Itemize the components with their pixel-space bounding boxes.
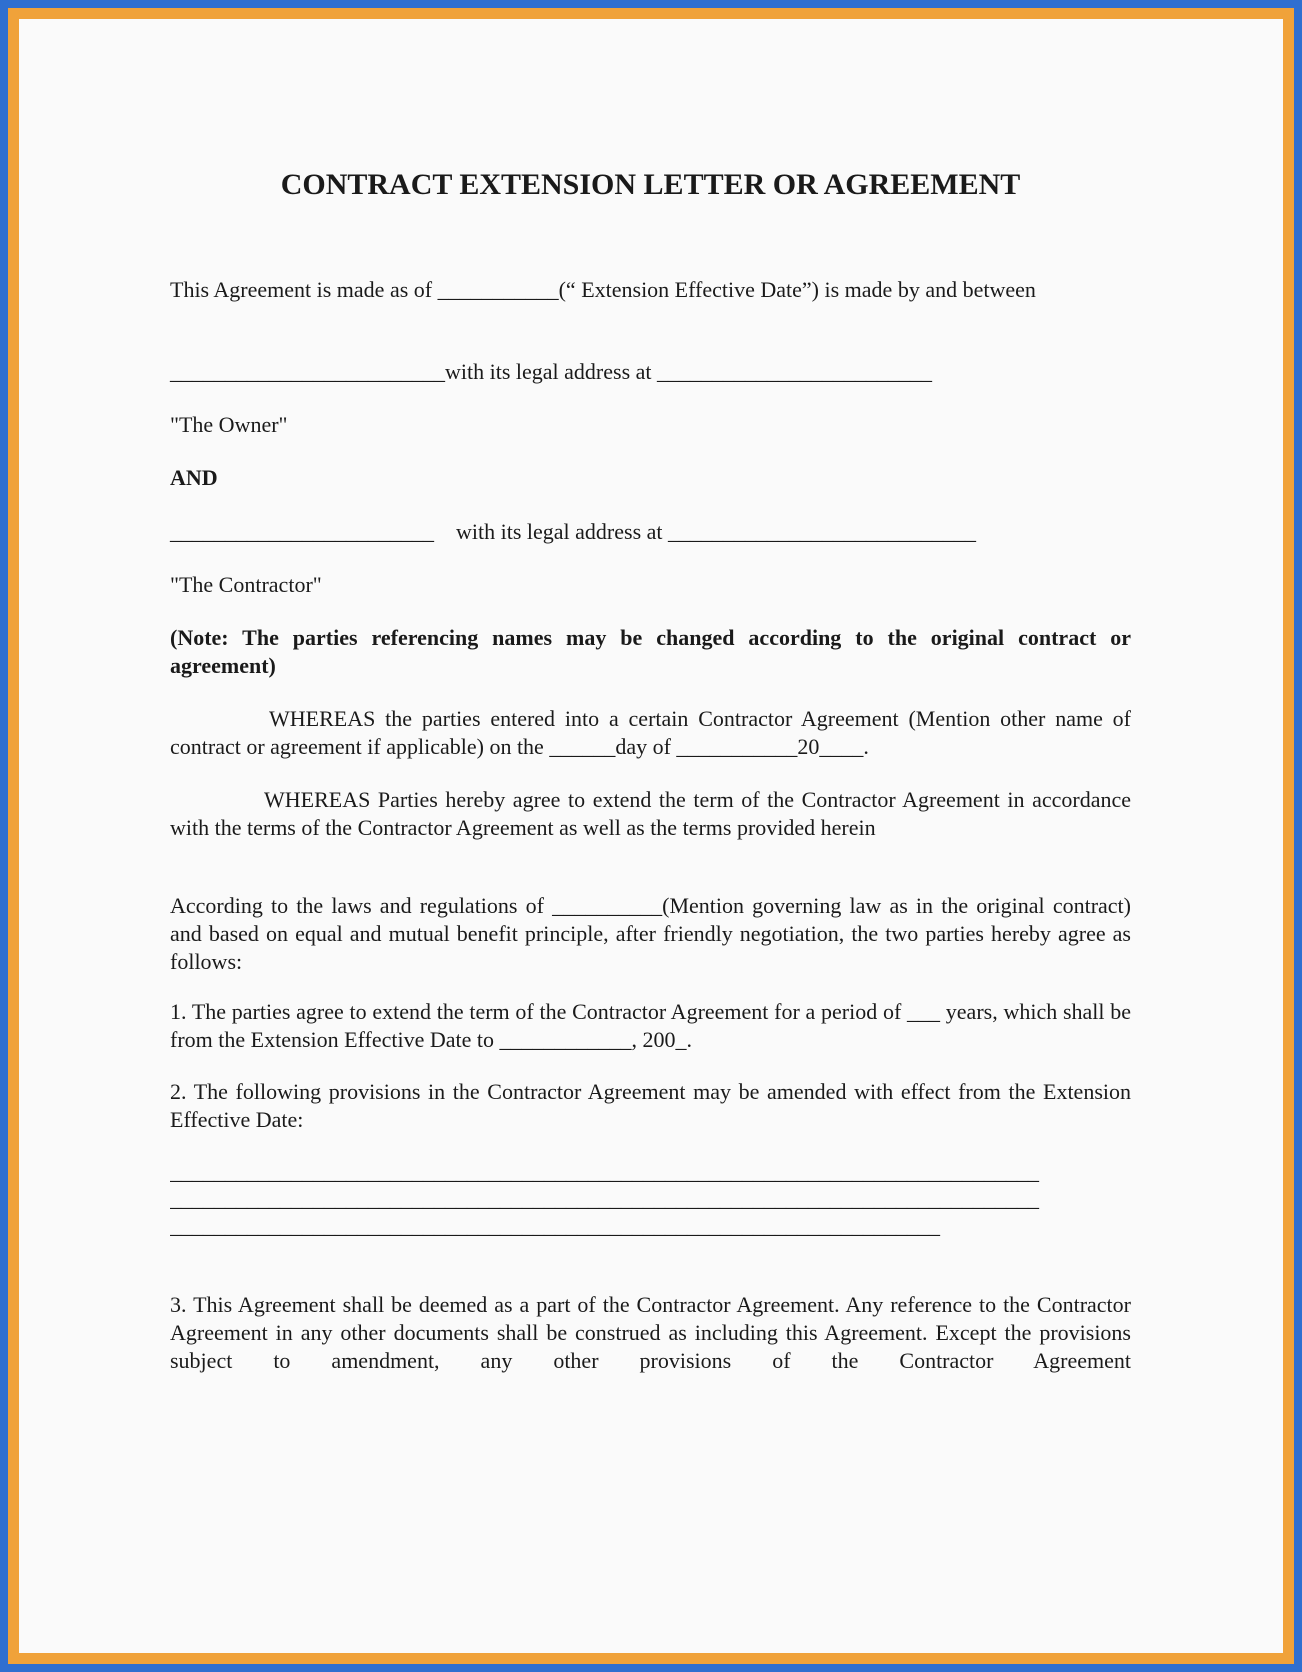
- intro-paragraph: This Agreement is made as of ___________(“ Extension Effective Date”) is made by and between: [170, 277, 1036, 302]
- whereas-paragraph-1: WHEREAS the parties entered into a certain Contractor Agreement (Mention other name of contract or agreement if applicable) on the ______day of ___________20____.: [170, 706, 1131, 759]
- clause-2-paragraph: 2. The following provisions in the Contractor Agreement may be amended with effect from the Extension Effective Date:: [170, 1079, 1131, 1132]
- governing-law-paragraph: According to the laws and regulations of __________(Mention governing law as in the original contract) and based on equal and mutual benefit principle, after friendly negotiation, the two parties hereby agree as follows:: [170, 893, 1131, 974]
- contractor-line: ________________________ with its legal address at ____________________________: [170, 519, 977, 544]
- and-label: AND: [170, 465, 218, 490]
- clause-3-paragraph: 3. This Agreement shall be deemed as a part of the Contractor Agreement. Any reference to the Contractor Agreement in any other documents shall be construed as including this Agreement. Except the provisions subject to amendment, any other provisions of the Contractor Agreement: [170, 1292, 1131, 1373]
- amendment-blank-line-3: ______________________________________________________________________: [170, 1213, 940, 1238]
- clause-1-paragraph: 1. The parties agree to extend the term of the Contractor Agreement for a period of ___ years, which shall be from the Extension Effective Date to ____________, 200_.: [170, 999, 1131, 1052]
- note-paragraph: (Note: The parties referencing names may be changed according to the original contract or agreement): [170, 625, 1131, 678]
- whereas-paragraph-2: WHEREAS Parties hereby agree to extend the term of the Contractor Agreement in accordance with the terms of the Contractor Agreement as well as the terms provided herein: [170, 787, 1131, 840]
- contractor-label: "The Contractor": [170, 572, 322, 597]
- owner-label: "The Owner": [170, 412, 288, 437]
- amendment-blank-line-2: _______________________________________________________________________________: [170, 1186, 1039, 1211]
- amendment-blank-line-1: _______________________________________________________________________________: [170, 1159, 1039, 1184]
- owner-line: _________________________with its legal address at _________________________: [170, 359, 933, 384]
- document-title: CONTRACT EXTENSION LETTER OR AGREEMENT: [280, 168, 1021, 201]
